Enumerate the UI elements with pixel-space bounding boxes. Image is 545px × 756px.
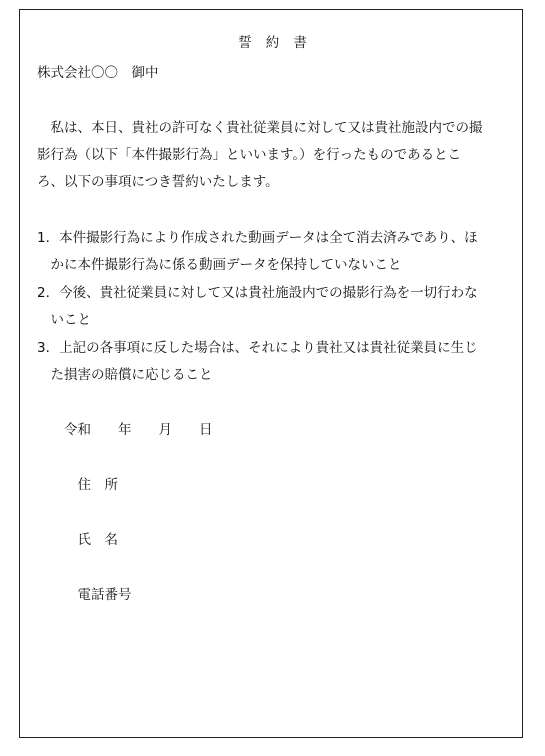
name-label: 氏 名 [37, 532, 118, 548]
intro-line: 影行為（以下「本件撮影行為」といいます。）を行ったものであるとこ [37, 147, 462, 163]
pledge-item-2: 2．今後、貴社従業員に対して又は貴社施設内での撮影行為を一切行わな [37, 285, 478, 301]
addressee: 株式会社〇〇 御中 [37, 65, 159, 81]
pledge-item-2-continued: いこと [37, 312, 91, 328]
date-line: 令和 年 月 日 [37, 422, 213, 438]
address-label: 住 所 [37, 477, 118, 493]
pledge-item-1: 1．本件撮影行為により作成された動画データは全て消去済みであり、ほ [37, 230, 478, 246]
pledge-item-3: 3．上記の各事項に反した場合は、それにより貴社又は貴社従業員に生じ [37, 340, 478, 356]
phone-label: 電話番号 [37, 587, 132, 603]
pledge-item-3-continued: た損害の賠償に応じること [37, 367, 213, 383]
pledge-item-1-continued: かに本件撮影行為に係る動画データを保持していないこと [37, 257, 402, 273]
document-title: 誓約書 [238, 35, 321, 51]
intro-line: ろ、以下の事項につき誓約いたします。 [37, 174, 279, 190]
intro-line: 私は、本日、貴社の許可なく貴社従業員に対して又は貴社施設内での撮 [37, 120, 483, 136]
